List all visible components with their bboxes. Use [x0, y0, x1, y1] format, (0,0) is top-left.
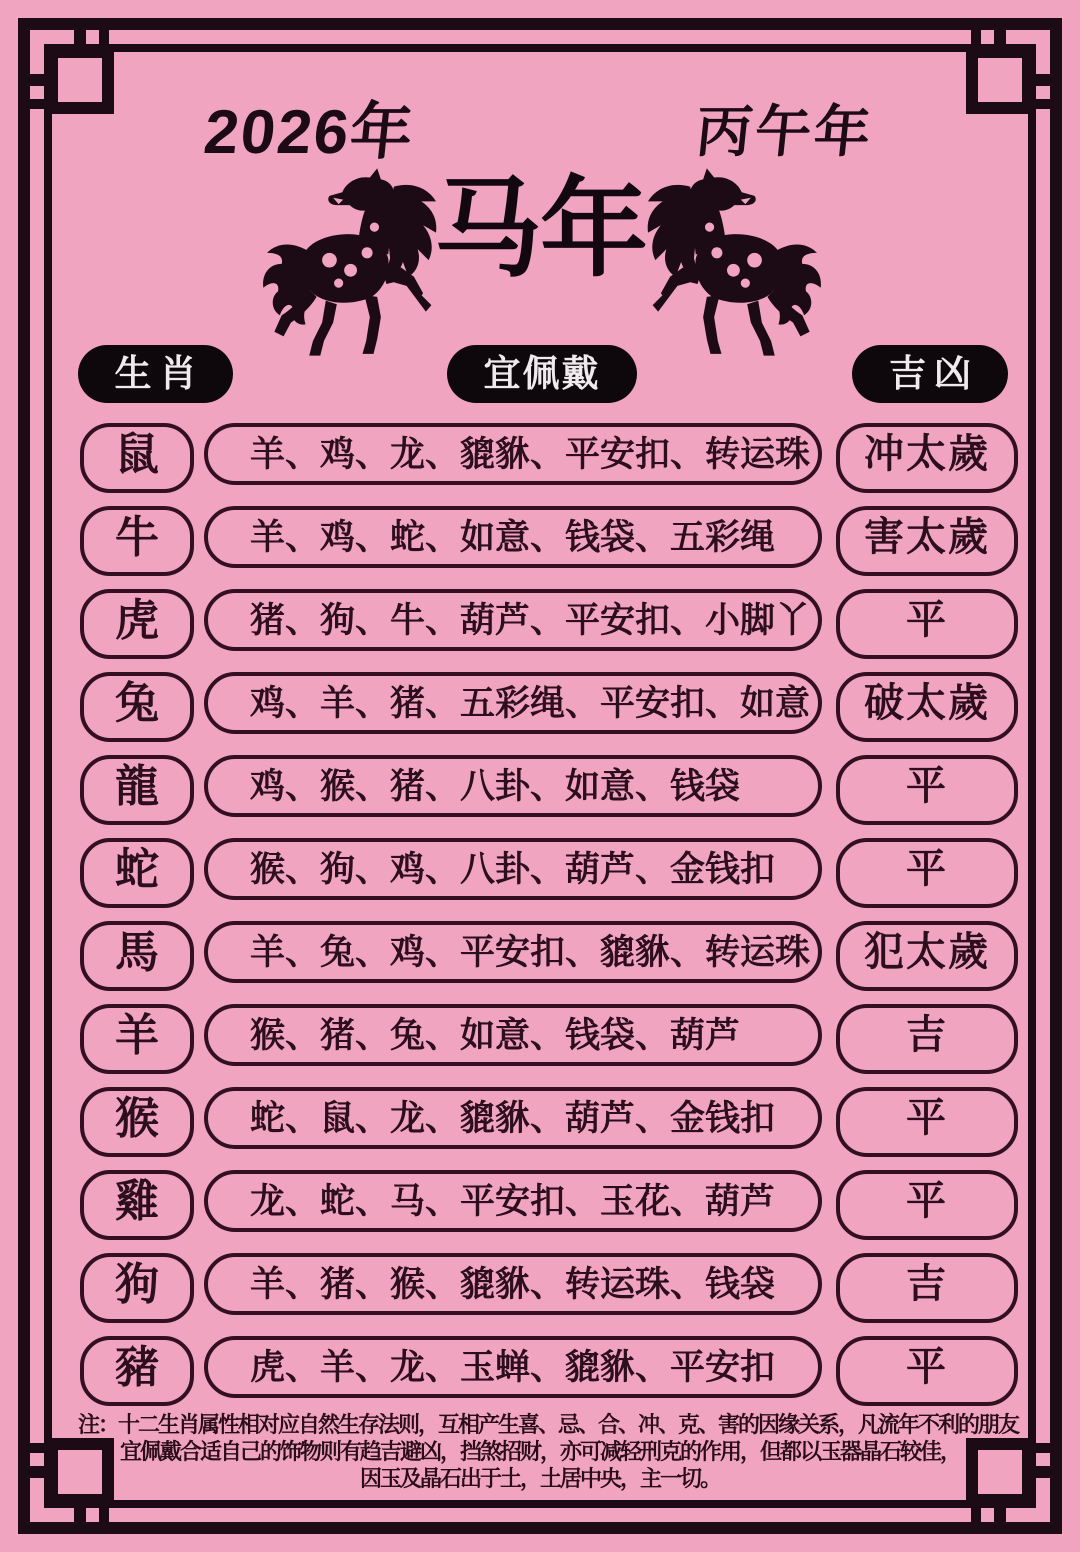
- zodiac-cell: 蛇: [80, 838, 194, 908]
- table-row: [0, 1253, 1080, 1315]
- wear-cell: 猪、狗、牛、葫芦、平安扣、小脚丫: [204, 589, 822, 651]
- zodiac-cell: 馬: [80, 921, 194, 991]
- table-row: [0, 838, 1080, 900]
- wear-cell: 羊、猪、猴、貔貅、转运珠、钱袋: [204, 1253, 822, 1315]
- gregorian-year: 2026年: [200, 98, 418, 167]
- luck-cell: 平: [836, 589, 1018, 659]
- luck-cell: 吉: [836, 1004, 1018, 1074]
- wear-cell: 羊、兔、鸡、平安扣、貔貅、转运珠: [204, 921, 822, 983]
- wear-cell: 羊、鸡、蛇、如意、钱袋、五彩绳: [204, 506, 822, 568]
- zodiac-cell: 牛: [80, 506, 194, 576]
- ganzhi-year: 丙午年: [692, 100, 877, 163]
- column-header-luck: 吉凶: [852, 345, 1008, 403]
- wear-cell: 羊、鸡、龙、貔貅、平安扣、转运珠: [204, 423, 822, 485]
- luck-cell: 平: [836, 1087, 1018, 1157]
- zodiac-cell: 豬: [80, 1336, 194, 1406]
- table-row: [0, 589, 1080, 651]
- luck-cell: 平: [836, 838, 1018, 908]
- table-row: [0, 1004, 1080, 1066]
- wear-cell: 鸡、羊、猪、五彩绳、平安扣、如意: [204, 672, 822, 734]
- horse-year-title: 马年: [433, 168, 646, 289]
- horse-papercut-icon: [626, 156, 828, 368]
- luck-cell: 冲太歲: [836, 423, 1018, 493]
- wear-cell: 蛇、鼠、龙、貔貅、葫芦、金钱扣: [204, 1087, 822, 1149]
- footnote-line-1: 注：十二生肖属性相对应自然生存法则，互相产生喜、忌、合、冲、克、害的因缘关系，凡流年不利的朋友: [78, 1412, 1019, 1437]
- luck-cell: 吉: [836, 1253, 1018, 1323]
- table-row: [0, 1170, 1080, 1232]
- zodiac-cell: 狗: [80, 1253, 194, 1323]
- table-row: [0, 755, 1080, 817]
- table-row: [0, 921, 1080, 983]
- zodiac-cell: 兔: [80, 672, 194, 742]
- footnote: [78, 1411, 1019, 1492]
- luck-cell: 犯太歲: [836, 921, 1018, 991]
- luck-cell: 破太歲: [836, 672, 1018, 742]
- zodiac-table: [0, 423, 1080, 1419]
- wear-cell: 虎、羊、龙、玉蝉、貔貅、平安扣: [204, 1336, 822, 1398]
- table-row: [0, 1087, 1080, 1149]
- wear-cell: 鸡、猴、猪、八卦、如意、钱袋: [204, 755, 822, 817]
- wear-cell: 猴、狗、鸡、八卦、葫芦、金钱扣: [204, 838, 822, 900]
- zodiac-cell: 雞: [80, 1170, 194, 1240]
- table-row: [0, 506, 1080, 568]
- table-row: [0, 423, 1080, 485]
- zodiac-cell: 龍: [80, 755, 194, 825]
- luck-cell: 平: [836, 1336, 1018, 1406]
- table-row: [0, 672, 1080, 734]
- zodiac-cell: 虎: [80, 589, 194, 659]
- luck-cell: 平: [836, 1170, 1018, 1240]
- footnote-line-2: 宜佩戴合适自己的饰物则有趋吉避凶，挡煞招财，亦可减轻刑克的作用，但都以玉器晶石较佳，: [119, 1439, 960, 1464]
- footnote-line-3: 因玉及晶石出于土，土居中央，主一切。: [359, 1466, 720, 1491]
- column-header-zodiac: 生肖: [78, 345, 233, 403]
- luck-cell: 害太歲: [836, 506, 1018, 576]
- wear-cell: 龙、蛇、马、平安扣、玉花、葫芦: [204, 1170, 822, 1232]
- table-row: [0, 1336, 1080, 1398]
- column-header-wear: 宜佩戴: [447, 345, 637, 403]
- luck-cell: 平: [836, 755, 1018, 825]
- zodiac-cell: 鼠: [80, 423, 194, 493]
- wear-cell: 猴、猪、兔、如意、钱袋、葫芦: [204, 1004, 822, 1066]
- zodiac-cell: 猴: [80, 1087, 194, 1157]
- zodiac-cell: 羊: [80, 1004, 194, 1074]
